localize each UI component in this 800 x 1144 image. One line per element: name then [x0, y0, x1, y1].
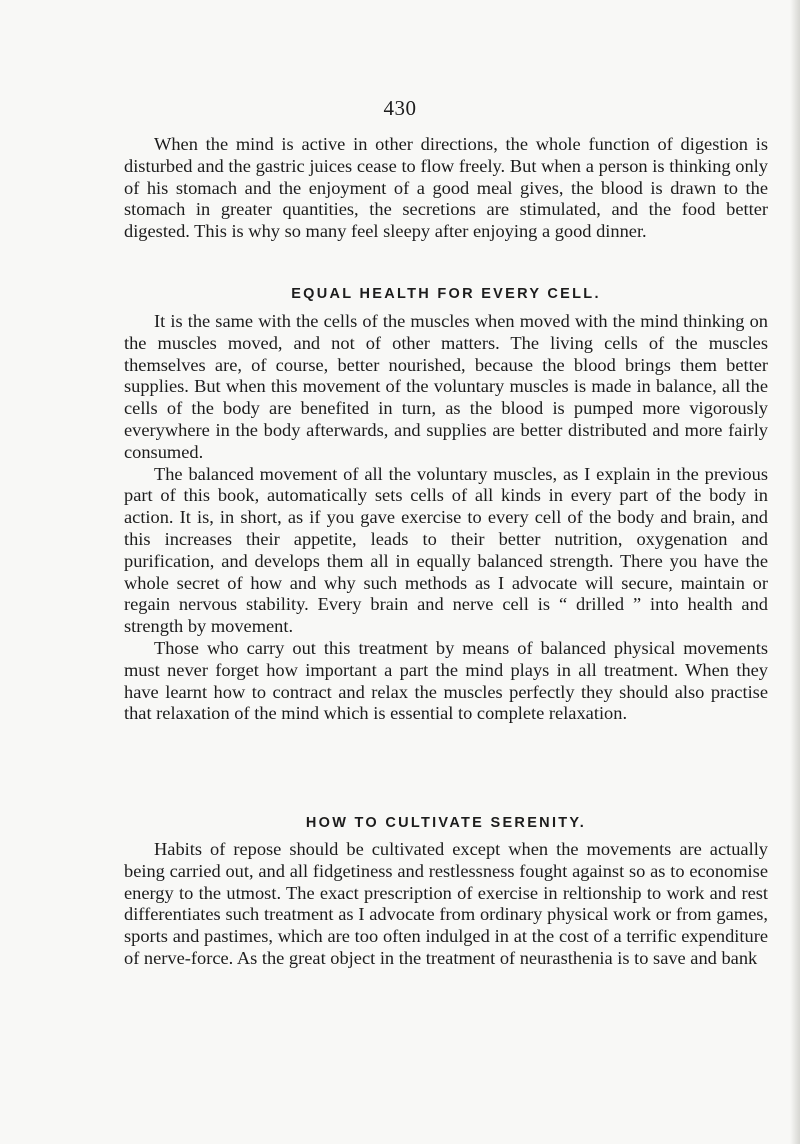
page-edge-shadow — [790, 0, 800, 1144]
section-intro — [124, 134, 768, 243]
page-number: 430 — [383, 96, 417, 120]
section-heading-equal-health: EQUAL HEALTH FOR EVERY CELL. — [291, 286, 601, 302]
paragraph: When the mind is active in other directions, the whole function of digestion is disturbed and the gastric juices cease to flow freely. But when a person is thinking only of his stomach and the enjoyment of a good meal gives, the blood is drawn to the stomach in greater quantities, the secretions are stimulated, and the food better digested. This is why so many feel sleepy after enjoying a good dinner. — [124, 134, 768, 242]
paragraph: Habits of repose should be cultivated except when the movements are actually being carried out, and all fidgetiness and restlessness fought against so as to economise energy to the utmost. The exact prescription of exercise in reltionship to work and rest differentiates such treatment as I advocate from ordinary physical work or from games, sports and pastimes, which are too often indulged in at the cost of a terrific expenditure of nerve-force. As the great object in the treatment of neurasthenia is to save and bank — [124, 839, 768, 968]
section-serenity — [124, 839, 768, 970]
section-equal-health — [124, 311, 768, 725]
paragraph: It is the same with the cells of the muscles when moved with the mind thinking on the muscles moved, and not of other matters. The living cells of the muscles themselves are, of course, better nourished, because the blood brings them better supplies. But when this movement of the voluntary muscles is made in balance, all the cells of the body are benefited in turn, as the blood is pumped more vigorously everywhere in the body afterwards, and supplies are better distributed and more fairly consumed. — [124, 311, 768, 462]
paragraph: The balanced movement of all the voluntary muscles, as I explain in the previous part of this book, automatically sets cells of all kinds in every part of the body in action. It is, in short, as if you gave exercise to every cell of the body and brain, and this increases their appetite, leads to their better nutrition, oxygenation and purification, and develops them all in equally balanced strength. There you have the whole secret of how and why such methods as I advocate will secure, maintain or regain nervous stability. Every brain and nerve cell is “ drilled ” into health and strength by movement. — [124, 463, 768, 637]
paragraph: Those who carry out this treatment by means of balanced physical movements must never forget how important a part the mind plays in all treatment. When they have learnt how to contract and relax the muscles perfectly they should also practise that relaxation of the mind which is essential to complete relaxation. — [124, 637, 768, 724]
section-heading-serenity: HOW TO CULTIVATE SERENITY. — [305, 815, 587, 831]
